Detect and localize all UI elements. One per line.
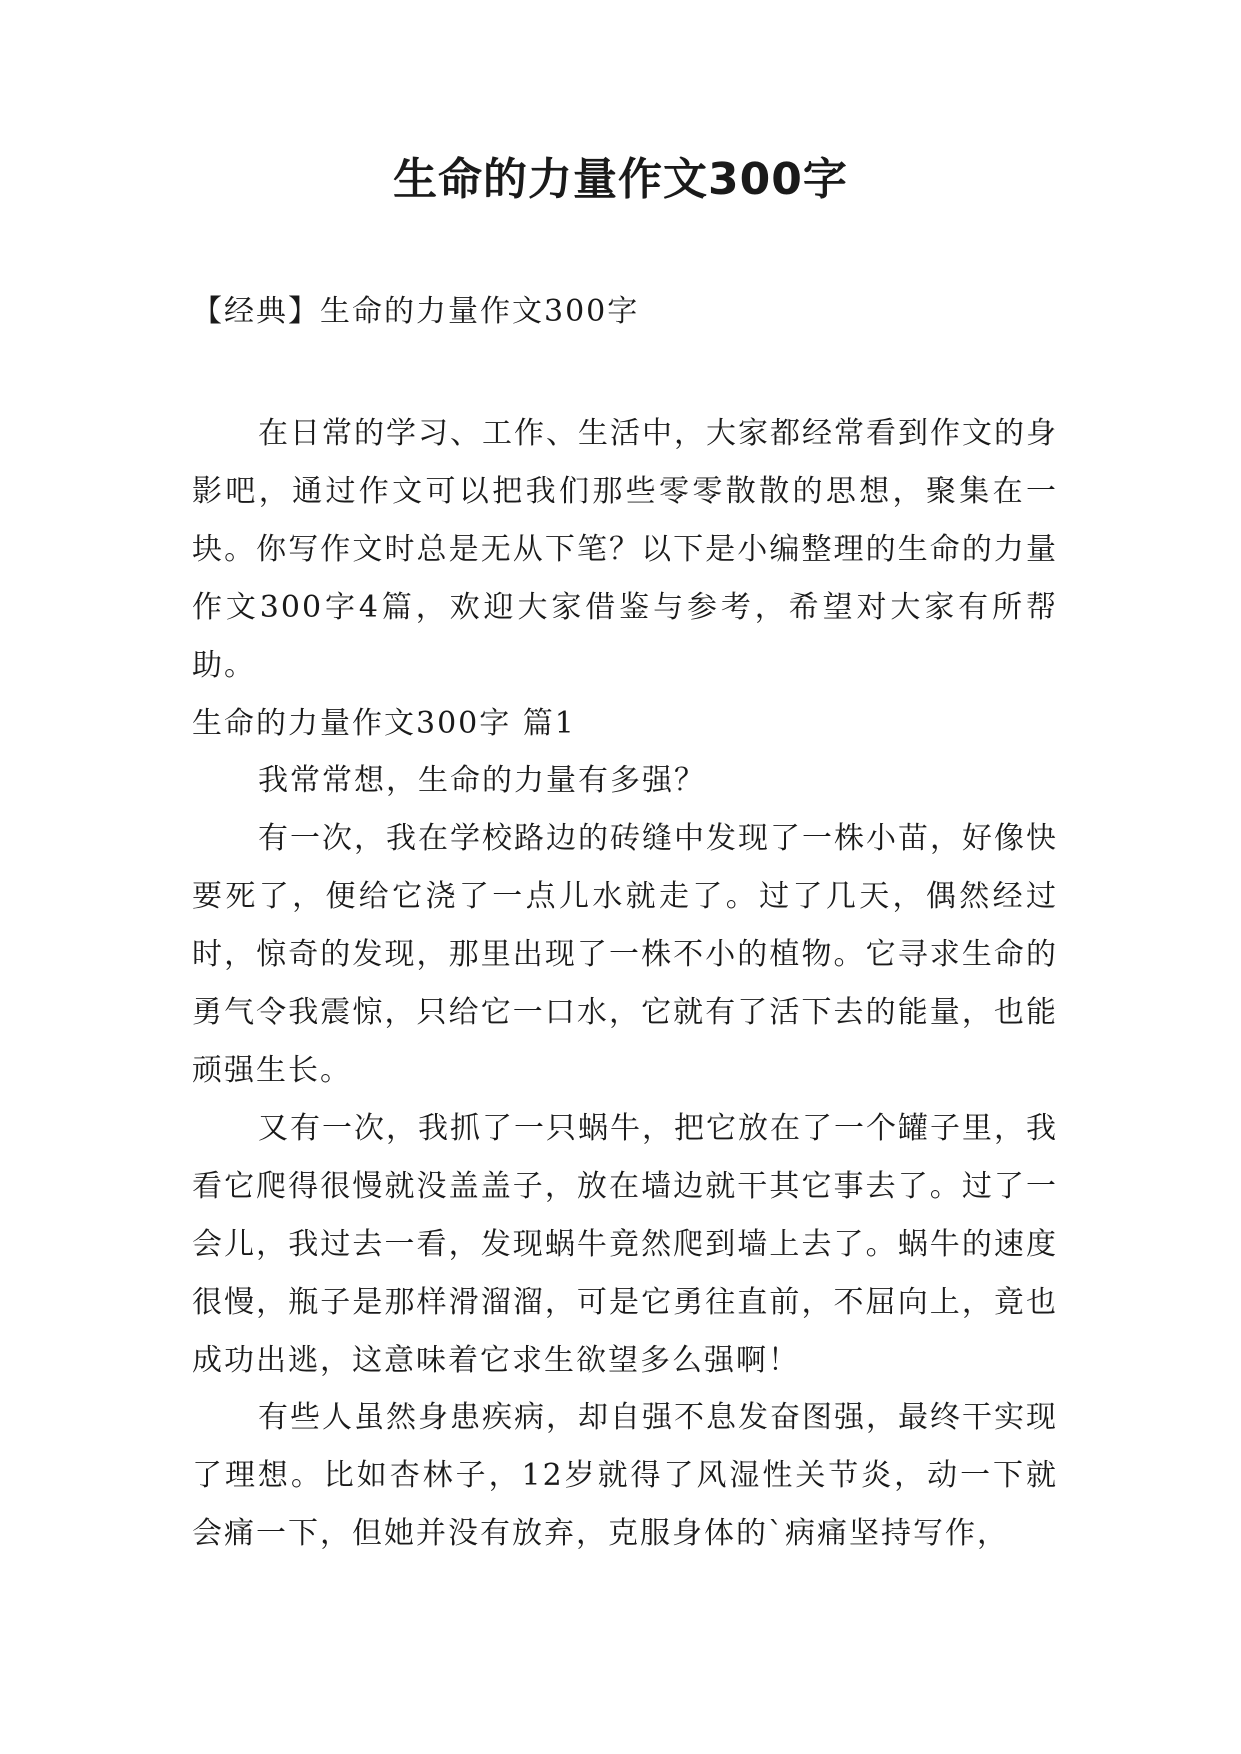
body-paragraph: 我常常想，生命的力量有多强？ [258, 763, 706, 799]
intro-paragraph: 在日常的学习、工作、生活中，大家都经常看到作文的身影吧，通过作文可以把我们那些零零散散的思想，聚集在一块。你写作文时总是无从下笔？以下是小编整理的生命的力量作文300字4篇，欢迎大家借鉴与参考，希望对大家有所帮助。 [192, 416, 1058, 683]
document-subtitle: 【经典】生命的力量作文300字 [192, 294, 640, 329]
body-paragraph: 有些人虽然身患疾病，却自强不息发奋图强，最终干实现了理想。比如杏林子，12岁就得了风湿性关节炎，动一下就会痛一下，但她并没有放弃，克服身体的`病痛坚持写作， [192, 1400, 1058, 1552]
document-title: 生命的力量作文300字 [393, 154, 848, 205]
document-body [192, 405, 1058, 1563]
section-heading: 生命的力量作文300字 篇1 [192, 705, 576, 741]
body-paragraph: 又有一次，我抓了一只蜗牛，把它放在了一个罐子里，我看它爬得很慢就没盖盖子，放在墙边就干其它事去了。过了一会儿，我过去一看，发现蜗牛竟然爬到墙上去了。蜗牛的速度很慢，瓶子是那样滑溜溜，可是它勇往直前，不屈向上，竟也成功出逃，这意味着它求生欲望多么强啊！ [192, 1110, 1058, 1378]
body-paragraph: 有一次，我在学校路边的砖缝中发现了一株小苗，好像快要死了，便给它浇了一点儿水就走了。过了几天，偶然经过时，惊奇的发现，那里出现了一株不小的植物。它寻求生命的勇气令我震惊，只给它一口水，它就有了活下去的能量，也能顽强生长。 [192, 821, 1058, 1088]
